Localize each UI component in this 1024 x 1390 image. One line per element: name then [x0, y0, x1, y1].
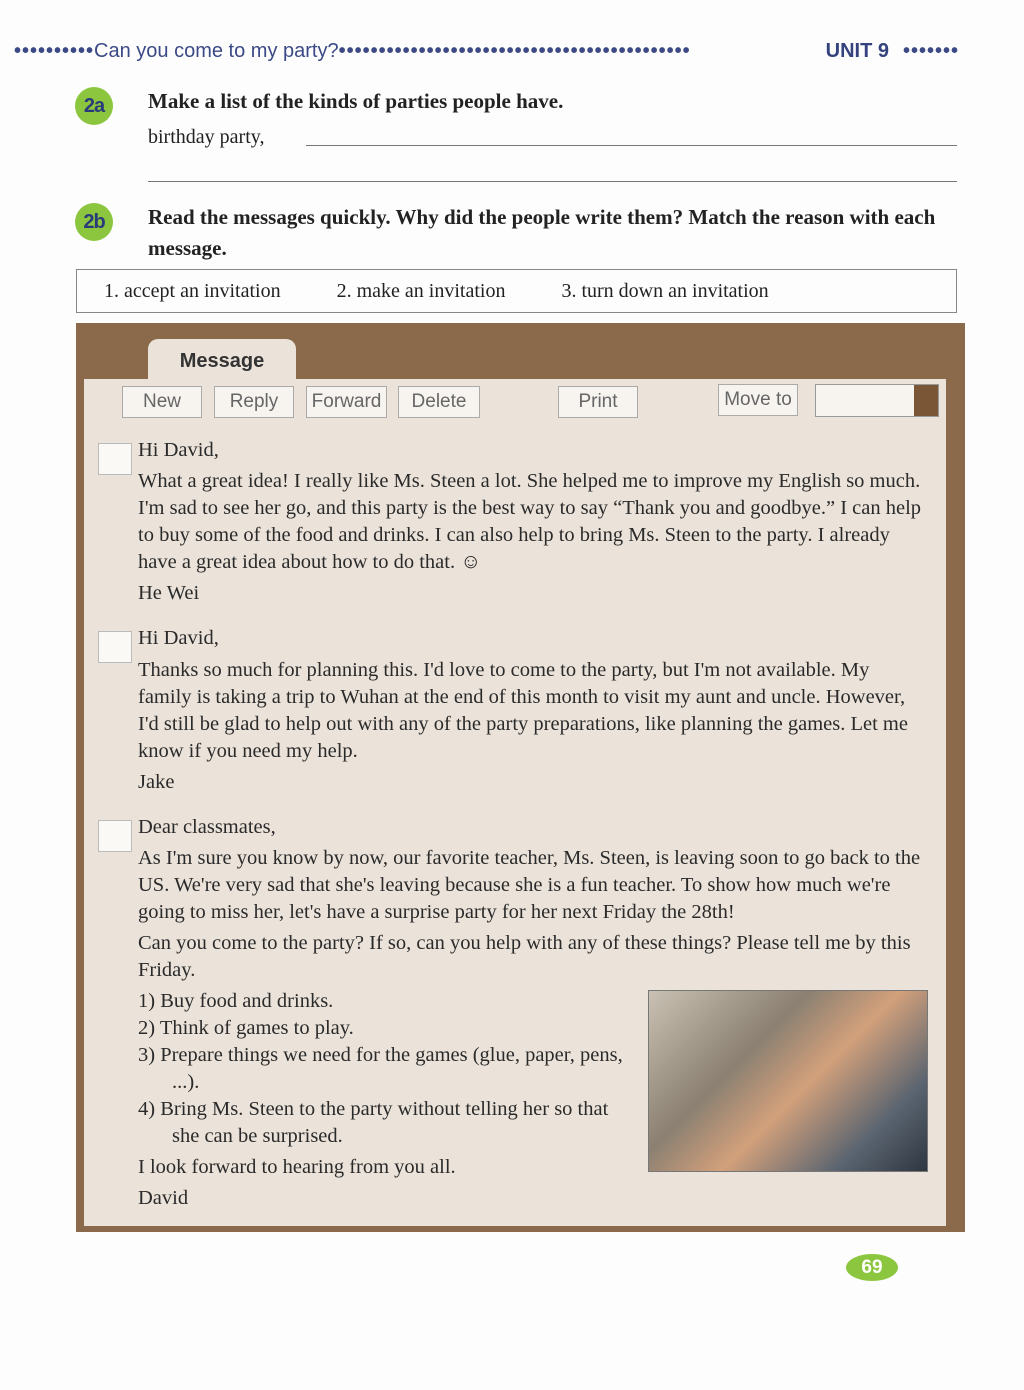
move-to-button[interactable]: Move to [718, 384, 798, 416]
message-jake: Hi David, Thanks so much for planning this. I'd love to come to the party, but I'm not available. My family is taking a trip to Wuhan at the end of this month to visit my aunt and uncle. However, I'd still be glad to help out with any of the party preparations, like planning the games. Let me know if you need my help. Jake [138, 627, 908, 793]
choices-box [76, 269, 957, 313]
running-header: •••••••••• Can you come to my party? •••••••••••••••••••••••••••••••••••••••••••• UNIT 9 ••••••• [14, 39, 959, 62]
header-title: Can you come to my party? [94, 39, 339, 62]
page-number: 69 [846, 1254, 898, 1281]
list-item: 4) Bring Ms. Steen to the party without telling her so that she can be surprised. [138, 1098, 609, 1147]
exercise-badge-2a: 2a [75, 87, 113, 125]
tab-message[interactable]: Message [148, 339, 296, 383]
choice: 2. make an invitation [336, 279, 506, 302]
photo-boy-at-laptop [648, 990, 928, 1172]
list-item: 2) Think of games to play. [138, 1017, 354, 1039]
choice: 1. accept an invitation [104, 279, 281, 302]
message-david: Dear classmates, As I'm sure you know by now, our favorite teacher, Ms. Steen, is leaving soon to go back to the US. We're very sad that she's leaving because she is a fun teacher. To show how much we're going to miss her, let's have a surprise party for her next Friday the 28th! Can you come to the party? If so, can you help with any of these things? Please tell me by this Friday. 1) Buy food and drinks. 2) Think of games to play. 3) Prepare things we need for the games (glue, paper, pens, ...). 4) Bring Ms. Steen to the party without telling her so that she can be surprised. I look forward to hearing from you all. David [138, 814, 928, 1212]
lower-section [0, 323, 1024, 1321]
list-item: 1) Buy food and drinks. [138, 990, 334, 1012]
list-item: 3) Prepare things we need for the games (glue, paper, pens, ...). [138, 1044, 623, 1093]
message-checkbox[interactable] [98, 631, 132, 663]
delete-button[interactable]: Delete [398, 386, 480, 418]
message-item [84, 814, 946, 1212]
message-checkbox[interactable] [98, 820, 132, 852]
message-panel [84, 379, 946, 1226]
message-he-wei: Hi David, What a great idea! I really like Ms. Steen a lot. She helped me to improve my English so much. I'm sad to see her go, and this party is the best way to say “Thank you and goodbye.” I can help to buy some of the food and drinks. I can also help to bring Ms. Steen to the party. I already have a great idea about how to do that. ☺ He Wei [138, 439, 922, 604]
reply-button[interactable]: Reply [214, 386, 294, 418]
move-to-select[interactable] [815, 384, 939, 417]
message-item [84, 625, 946, 796]
new-button[interactable]: New [122, 386, 202, 418]
answer-line[interactable] [306, 145, 957, 146]
answer-line[interactable] [148, 181, 957, 182]
example-answer: birthday party, [148, 126, 265, 148]
instruction-2a: Make a list of the kinds of parties people have. [148, 89, 564, 113]
forward-button[interactable]: Forward [306, 386, 387, 418]
dropdown-arrow-icon [914, 385, 938, 416]
message-item [84, 437, 946, 607]
unit-label: UNIT 9 [825, 39, 889, 62]
email-window [76, 323, 965, 1232]
print-button[interactable]: Print [558, 386, 638, 418]
instruction-2b: Read the messages quickly. Why did the people write them? Match the reason with each message. [148, 205, 936, 260]
choice: 3. turn down an invitation [561, 279, 769, 302]
exercise-badge-2b: 2b [75, 203, 113, 241]
message-checkbox[interactable] [98, 443, 132, 475]
